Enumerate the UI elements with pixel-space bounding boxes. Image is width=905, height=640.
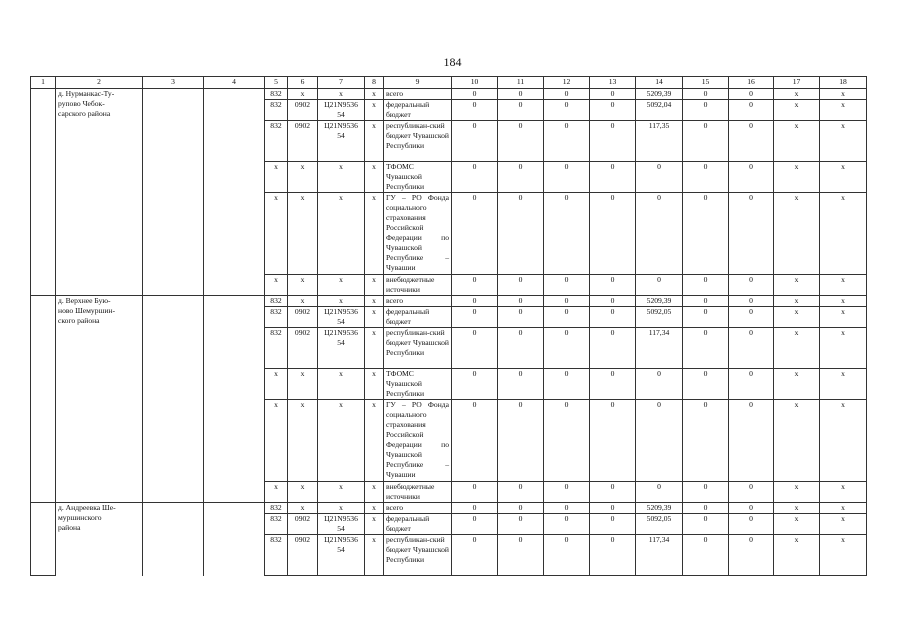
cell-c12: 0 xyxy=(544,89,590,100)
cell-c14: 5092,05 xyxy=(636,514,683,535)
header-col-1: 1 xyxy=(31,77,56,89)
cell-c11: 0 xyxy=(498,400,544,482)
cell-c17: x xyxy=(774,307,820,328)
cell-c14: 0 xyxy=(636,482,683,503)
cell-c5: x xyxy=(265,193,288,275)
cell-c8: x xyxy=(365,514,384,535)
cell-c11: 0 xyxy=(498,275,544,296)
cell-c11: 0 xyxy=(498,89,544,100)
locality-name-line: д. Андреевка Ше- xyxy=(58,503,116,512)
cell-c15: 0 xyxy=(683,296,729,307)
cell-c12: 0 xyxy=(544,307,590,328)
cell-col-1 xyxy=(31,514,56,535)
cell-c8: x xyxy=(365,328,384,369)
cell-col-1 xyxy=(31,89,56,100)
cell-c5: 832 xyxy=(265,121,288,162)
cell-c10: 0 xyxy=(452,503,498,514)
locality-name xyxy=(56,503,143,576)
cell-c16: 0 xyxy=(729,307,774,328)
table-row xyxy=(31,89,867,100)
cell-c7: x xyxy=(318,400,365,482)
cell-c14: 117,34 xyxy=(636,328,683,369)
cell-c15: 0 xyxy=(683,307,729,328)
funding-source: ГУ – РО Фонда социального страхования Российской Федерации по Чувашской Республике – Чувашии xyxy=(384,193,452,275)
cell-c13: 0 xyxy=(590,503,636,514)
cell-c16: 0 xyxy=(729,100,774,121)
funding-source: всего xyxy=(384,89,452,100)
cell-c14: 0 xyxy=(636,162,683,193)
cell-c16: 0 xyxy=(729,535,774,576)
cell-c6: 0902 xyxy=(288,307,318,328)
cell-c14: 0 xyxy=(636,369,683,400)
cell-c11: 0 xyxy=(498,296,544,307)
cell-col-1 xyxy=(31,296,56,307)
header-row xyxy=(31,77,867,89)
cell-c17: x xyxy=(774,89,820,100)
cell-c7: Ц21N9536 54 xyxy=(318,121,365,162)
cell-c8: x xyxy=(365,162,384,193)
cell-c10: 0 xyxy=(452,482,498,503)
cell-col-1 xyxy=(31,503,56,514)
cell-c6: x xyxy=(288,503,318,514)
cell-c17: x xyxy=(774,503,820,514)
header-col-10: 10 xyxy=(452,77,498,89)
funding-source: всего xyxy=(384,296,452,307)
header-col-4: 4 xyxy=(204,77,265,89)
cell-c13: 0 xyxy=(590,121,636,162)
cell-c13: 0 xyxy=(590,482,636,503)
cell-col-1 xyxy=(31,400,56,482)
cell-c15: 0 xyxy=(683,400,729,482)
header-col-11: 11 xyxy=(498,77,544,89)
cell-c6: x xyxy=(288,369,318,400)
cell-c16: 0 xyxy=(729,193,774,275)
cell-c15: 0 xyxy=(683,100,729,121)
cell-c15: 0 xyxy=(683,193,729,275)
cell-c13: 0 xyxy=(590,307,636,328)
cell-c13: 0 xyxy=(590,162,636,193)
cell-col-1 xyxy=(31,369,56,400)
cell-c15: 0 xyxy=(683,275,729,296)
cell-c11: 0 xyxy=(498,162,544,193)
cell-c10: 0 xyxy=(452,369,498,400)
cell-c13: 0 xyxy=(590,193,636,275)
cell-c6: x xyxy=(288,193,318,275)
cell-c10: 0 xyxy=(452,89,498,100)
cell-c18: x xyxy=(820,535,867,576)
funding-source: республикан-ский бюджет Чувашской Республики xyxy=(384,328,452,369)
cell-c6: 0902 xyxy=(288,121,318,162)
cell-col-1 xyxy=(31,535,56,576)
locality-name-line: ского района xyxy=(58,316,100,325)
cell-c8: x xyxy=(365,482,384,503)
cell-c8: x xyxy=(365,100,384,121)
cell-c16: 0 xyxy=(729,162,774,193)
cell-c13: 0 xyxy=(590,100,636,121)
cell-c16: 0 xyxy=(729,514,774,535)
cell-c12: 0 xyxy=(544,162,590,193)
cell-c10: 0 xyxy=(452,328,498,369)
locality-name xyxy=(56,296,143,503)
cell-col-3 xyxy=(143,296,204,503)
cell-c17: x xyxy=(774,535,820,576)
funding-source: федеральный бюджет xyxy=(384,307,452,328)
cell-c14: 117,35 xyxy=(636,121,683,162)
cell-col-1 xyxy=(31,100,56,121)
cell-c6: x xyxy=(288,162,318,193)
cell-c7: Ц21N9536 54 xyxy=(318,535,365,576)
cell-c17: x xyxy=(774,482,820,503)
cell-col-1 xyxy=(31,193,56,275)
cell-c13: 0 xyxy=(590,275,636,296)
cell-c11: 0 xyxy=(498,514,544,535)
cell-c15: 0 xyxy=(683,482,729,503)
cell-c16: 0 xyxy=(729,296,774,307)
cell-c11: 0 xyxy=(498,482,544,503)
cell-c8: x xyxy=(365,503,384,514)
cell-c12: 0 xyxy=(544,535,590,576)
cell-col-1 xyxy=(31,275,56,296)
cell-c6: 0902 xyxy=(288,535,318,576)
cell-c8: x xyxy=(365,307,384,328)
table-row xyxy=(31,503,867,514)
cell-c6: x xyxy=(288,400,318,482)
budget-table xyxy=(30,76,867,576)
cell-c11: 0 xyxy=(498,100,544,121)
cell-c17: x xyxy=(774,514,820,535)
cell-c7: x xyxy=(318,482,365,503)
cell-c17: x xyxy=(774,328,820,369)
cell-c8: x xyxy=(365,400,384,482)
cell-c18: x xyxy=(820,514,867,535)
funding-source: внебюджетные источники xyxy=(384,482,452,503)
cell-c5: 832 xyxy=(265,307,288,328)
cell-c15: 0 xyxy=(683,369,729,400)
cell-c14: 5092,05 xyxy=(636,307,683,328)
cell-c14: 0 xyxy=(636,400,683,482)
header-col-2: 2 xyxy=(56,77,143,89)
cell-col-1 xyxy=(31,328,56,369)
cell-c7: Ц21N9536 54 xyxy=(318,100,365,121)
cell-c5: 832 xyxy=(265,296,288,307)
header-col-9: 9 xyxy=(384,77,452,89)
cell-c16: 0 xyxy=(729,482,774,503)
header-col-3: 3 xyxy=(143,77,204,89)
cell-c18: x xyxy=(820,275,867,296)
funding-source: внебюджетные источники xyxy=(384,275,452,296)
funding-source: ТФОМС Чувашской Республики xyxy=(384,162,452,193)
cell-col-4 xyxy=(204,503,265,576)
header-col-13: 13 xyxy=(590,77,636,89)
cell-c10: 0 xyxy=(452,193,498,275)
funding-source: республикан-ский бюджет Чувашской Республики xyxy=(384,535,452,576)
cell-c17: x xyxy=(774,121,820,162)
cell-c18: x xyxy=(820,121,867,162)
cell-col-1 xyxy=(31,162,56,193)
cell-c16: 0 xyxy=(729,369,774,400)
cell-c12: 0 xyxy=(544,503,590,514)
cell-c6: x xyxy=(288,296,318,307)
header-col-6: 6 xyxy=(288,77,318,89)
cell-c8: x xyxy=(365,89,384,100)
cell-c13: 0 xyxy=(590,400,636,482)
cell-c12: 0 xyxy=(544,514,590,535)
cell-c18: x xyxy=(820,296,867,307)
cell-c16: 0 xyxy=(729,400,774,482)
cell-c18: x xyxy=(820,89,867,100)
cell-c10: 0 xyxy=(452,100,498,121)
cell-c12: 0 xyxy=(544,275,590,296)
cell-c11: 0 xyxy=(498,193,544,275)
funding-source: федеральный бюджет xyxy=(384,100,452,121)
cell-c14: 0 xyxy=(636,193,683,275)
cell-c11: 0 xyxy=(498,328,544,369)
cell-c6: x xyxy=(288,275,318,296)
cell-c7: x xyxy=(318,89,365,100)
cell-c5: 832 xyxy=(265,328,288,369)
locality-name-line: района xyxy=(58,523,81,532)
cell-c13: 0 xyxy=(590,535,636,576)
cell-c14: 5209,39 xyxy=(636,503,683,514)
cell-c18: x xyxy=(820,193,867,275)
cell-c13: 0 xyxy=(590,328,636,369)
cell-c6: 0902 xyxy=(288,514,318,535)
cell-c11: 0 xyxy=(498,121,544,162)
cell-c13: 0 xyxy=(590,89,636,100)
funding-source: ТФОМС Чувашской Республики xyxy=(384,369,452,400)
page-number: 184 xyxy=(443,55,462,69)
cell-c17: x xyxy=(774,369,820,400)
cell-col-3 xyxy=(143,89,204,296)
cell-c12: 0 xyxy=(544,100,590,121)
locality-name-line: ново Шемуршин- xyxy=(58,306,116,315)
funding-source: республикан-ский бюджет Чувашской Республики xyxy=(384,121,452,162)
cell-col-3 xyxy=(143,503,204,576)
cell-col-1 xyxy=(31,482,56,503)
funding-source: всего xyxy=(384,503,452,514)
locality-name-line: сарского района xyxy=(58,109,111,118)
cell-c5: x xyxy=(265,400,288,482)
cell-c15: 0 xyxy=(683,162,729,193)
cell-c5: 832 xyxy=(265,100,288,121)
cell-c10: 0 xyxy=(452,275,498,296)
cell-c18: x xyxy=(820,100,867,121)
funding-source: ГУ – РО Фонда социального страхования Российской Федерации по Чувашской Республике – Чувашии xyxy=(384,400,452,482)
cell-c7: Ц21N9536 54 xyxy=(318,328,365,369)
cell-c18: x xyxy=(820,482,867,503)
cell-c13: 0 xyxy=(590,369,636,400)
cell-c13: 0 xyxy=(590,514,636,535)
cell-c5: x xyxy=(265,162,288,193)
cell-c15: 0 xyxy=(683,121,729,162)
cell-c5: 832 xyxy=(265,503,288,514)
cell-c17: x xyxy=(774,100,820,121)
cell-c12: 0 xyxy=(544,400,590,482)
cell-c5: 832 xyxy=(265,89,288,100)
cell-c5: x xyxy=(265,369,288,400)
cell-c16: 0 xyxy=(729,328,774,369)
cell-c10: 0 xyxy=(452,296,498,307)
cell-c12: 0 xyxy=(544,328,590,369)
header-col-12: 12 xyxy=(544,77,590,89)
cell-c15: 0 xyxy=(683,328,729,369)
cell-c7: x xyxy=(318,369,365,400)
cell-c12: 0 xyxy=(544,482,590,503)
cell-c17: x xyxy=(774,193,820,275)
cell-c7: Ц21N9536 54 xyxy=(318,307,365,328)
cell-c17: x xyxy=(774,162,820,193)
cell-c7: x xyxy=(318,162,365,193)
header-col-18: 18 xyxy=(820,77,867,89)
locality-name-line: д. Верхнее Бую- xyxy=(58,296,111,305)
header-col-7: 7 xyxy=(318,77,365,89)
cell-c16: 0 xyxy=(729,121,774,162)
cell-c7: Ц21N9536 54 xyxy=(318,514,365,535)
cell-c11: 0 xyxy=(498,503,544,514)
locality-name-line: д. Нурманкас-Ту- xyxy=(58,89,115,98)
cell-c7: x xyxy=(318,275,365,296)
cell-c6: x xyxy=(288,482,318,503)
cell-col-1 xyxy=(31,121,56,162)
cell-c13: 0 xyxy=(590,296,636,307)
cell-c18: x xyxy=(820,369,867,400)
cell-c8: x xyxy=(365,275,384,296)
locality-name-line: муршинского xyxy=(58,513,102,522)
cell-c5: x xyxy=(265,275,288,296)
locality-name-line: рупово Чебок- xyxy=(58,99,105,108)
cell-c5: x xyxy=(265,482,288,503)
cell-c17: x xyxy=(774,400,820,482)
cell-c14: 117,34 xyxy=(636,535,683,576)
cell-c10: 0 xyxy=(452,162,498,193)
cell-c16: 0 xyxy=(729,503,774,514)
cell-c8: x xyxy=(365,296,384,307)
cell-c14: 5209,39 xyxy=(636,296,683,307)
cell-col-4 xyxy=(204,296,265,503)
cell-c7: x xyxy=(318,193,365,275)
cell-c12: 0 xyxy=(544,193,590,275)
cell-c8: x xyxy=(365,369,384,400)
cell-c12: 0 xyxy=(544,296,590,307)
cell-c11: 0 xyxy=(498,307,544,328)
cell-c14: 5209,39 xyxy=(636,89,683,100)
cell-c16: 0 xyxy=(729,275,774,296)
cell-c6: 0902 xyxy=(288,100,318,121)
cell-c11: 0 xyxy=(498,369,544,400)
cell-c16: 0 xyxy=(729,89,774,100)
table-body xyxy=(31,77,867,576)
cell-c6: x xyxy=(288,89,318,100)
cell-c6: 0902 xyxy=(288,328,318,369)
cell-c10: 0 xyxy=(452,307,498,328)
header-col-16: 16 xyxy=(729,77,774,89)
cell-c10: 0 xyxy=(452,535,498,576)
table-row xyxy=(31,296,867,307)
cell-c18: x xyxy=(820,328,867,369)
funding-source: федеральный бюджет xyxy=(384,514,452,535)
cell-c7: x xyxy=(318,503,365,514)
cell-c8: x xyxy=(365,121,384,162)
cell-c15: 0 xyxy=(683,535,729,576)
cell-c18: x xyxy=(820,503,867,514)
cell-c18: x xyxy=(820,400,867,482)
cell-c18: x xyxy=(820,307,867,328)
cell-c8: x xyxy=(365,535,384,576)
cell-c12: 0 xyxy=(544,369,590,400)
header-col-15: 15 xyxy=(683,77,729,89)
cell-c15: 0 xyxy=(683,514,729,535)
cell-c15: 0 xyxy=(683,89,729,100)
cell-c7: x xyxy=(318,296,365,307)
cell-c11: 0 xyxy=(498,535,544,576)
locality-name xyxy=(56,89,143,296)
header-col-8: 8 xyxy=(365,77,384,89)
cell-c5: 832 xyxy=(265,535,288,576)
cell-c10: 0 xyxy=(452,400,498,482)
header-col-17: 17 xyxy=(774,77,820,89)
cell-c17: x xyxy=(774,296,820,307)
cell-c14: 0 xyxy=(636,275,683,296)
cell-col-4 xyxy=(204,89,265,296)
cell-c10: 0 xyxy=(452,121,498,162)
header-col-14: 14 xyxy=(636,77,683,89)
header-col-5: 5 xyxy=(265,77,288,89)
cell-c17: x xyxy=(774,275,820,296)
cell-c18: x xyxy=(820,162,867,193)
cell-c12: 0 xyxy=(544,121,590,162)
cell-c8: x xyxy=(365,193,384,275)
cell-c10: 0 xyxy=(452,514,498,535)
cell-c15: 0 xyxy=(683,503,729,514)
cell-col-1 xyxy=(31,307,56,328)
cell-c14: 5092,04 xyxy=(636,100,683,121)
cell-c5: 832 xyxy=(265,514,288,535)
